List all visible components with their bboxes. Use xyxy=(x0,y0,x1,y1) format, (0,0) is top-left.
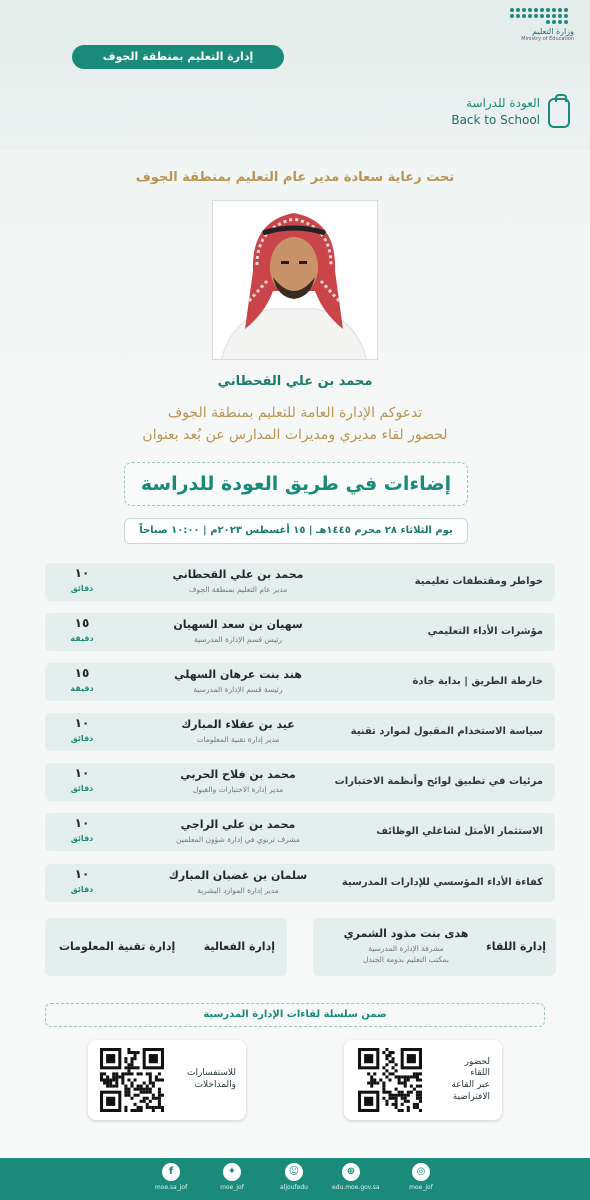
agenda-speaker: سلمان بن غضبان المبارك xyxy=(168,869,308,882)
event-management-label: إدارة الفعالية xyxy=(203,940,275,953)
snapchat-icon[interactable]: ☺ xyxy=(285,1163,303,1181)
logo-dot xyxy=(510,8,514,12)
logo-dot xyxy=(528,8,532,12)
twitter-icon[interactable]: ✦ xyxy=(223,1163,241,1181)
event-management-box xyxy=(45,918,287,976)
agenda-duration-unit: دقائق xyxy=(70,784,94,793)
logo-dot xyxy=(540,14,544,18)
logo-dot xyxy=(516,14,520,18)
logo-dot xyxy=(528,14,532,18)
logo-dot xyxy=(558,20,562,24)
agenda-topic: الاستثمار الأمثل لشاغلي الوظائف xyxy=(376,826,543,837)
agenda-row xyxy=(45,713,555,751)
snapchat-link[interactable] xyxy=(275,1163,313,1191)
meeting-manager-name: هدى بنت مذود الشمري xyxy=(343,927,469,940)
school-bag-icon xyxy=(548,98,570,128)
agenda-duration-unit: دقائق xyxy=(70,734,94,743)
social-handle: moe.sa_jof xyxy=(154,1184,188,1191)
ministry-logo-dots-icon xyxy=(508,8,568,24)
invitation-line-2: لحضور لقاء مديري ومديرات المدارس عن بُعد بعنوان xyxy=(142,427,448,443)
logo-dot xyxy=(552,14,556,18)
back-to-school-logo xyxy=(420,96,570,136)
agenda-speaker: محمد بن علي القحطاني xyxy=(172,568,304,581)
logo-dot xyxy=(522,8,526,12)
agenda-duration: ١٥ xyxy=(74,616,90,630)
series-banner: ضمن سلسلة لقاءات الإدارة المدرسية xyxy=(45,1003,545,1027)
logo-dot xyxy=(516,8,520,12)
instagram-link[interactable] xyxy=(402,1163,440,1191)
social-handle: moe_jof xyxy=(220,1184,244,1191)
agenda-duration: ١٠ xyxy=(74,816,90,830)
meeting-management-box xyxy=(313,918,556,976)
logo-dot xyxy=(534,8,538,12)
agenda-duration-unit: دقيقة xyxy=(70,634,94,643)
agenda-duration-unit: دقيقة xyxy=(70,684,94,693)
agenda-speaker-role: مدير إدارة الموارد البشرية xyxy=(197,886,279,895)
region-pill: إدارة التعليم بمنطقة الجوف xyxy=(72,45,284,69)
agenda-row xyxy=(45,763,555,801)
logo-dot xyxy=(534,14,538,18)
attend-text-line: لحضور xyxy=(464,1056,490,1067)
attend-qr-card[interactable] xyxy=(344,1040,502,1120)
patron-line: تحت رعاية سعادة مدير عام التعليم بمنطقة الجوف xyxy=(135,170,455,185)
inquiry-text-line: والمداخلات xyxy=(194,1080,236,1090)
agenda-speaker-role: مدير إدارة تقنية المعلومات xyxy=(196,735,280,744)
logo-dot xyxy=(558,8,562,12)
agenda-speaker: سهيان بن سعد السهيان xyxy=(173,618,303,631)
social-handle: moe_jof xyxy=(409,1184,433,1191)
agenda-duration: ١٥ xyxy=(74,666,90,680)
meeting-manager-office: بمكتب التعليم بدومة الجندل xyxy=(363,955,449,964)
agenda-topic: مرئيات في تطبيق لوائح وأنظمة الاختبارات xyxy=(334,776,543,787)
logo-dot xyxy=(558,14,562,18)
web-link[interactable] xyxy=(332,1163,380,1191)
twitter-link[interactable] xyxy=(213,1163,251,1191)
ministry-name-en: Ministry of Education xyxy=(521,36,574,42)
logo-dot xyxy=(564,14,568,18)
logo-dot xyxy=(522,14,526,18)
agenda-row xyxy=(45,563,555,601)
attend-text-line: عبر القاعة xyxy=(451,1080,490,1090)
agenda-speaker: هند بنت عرهان السهلي xyxy=(174,668,302,681)
facebook-link[interactable] xyxy=(152,1163,190,1191)
inquiry-qr-text xyxy=(187,1040,236,1120)
event-title: إضاءات في طريق العودة للدراسة xyxy=(124,462,468,506)
inquiry-qr-card[interactable] xyxy=(88,1040,246,1120)
meeting-management-label: إدارة اللقاء xyxy=(486,940,546,953)
agenda-speaker-role: رئيس قسم الإدارة المدرسية xyxy=(193,635,283,644)
agenda-speaker-role: مدير إدارة الاختبارات والقبول xyxy=(192,785,284,794)
agenda-duration: ١٠ xyxy=(74,766,90,780)
agenda-speaker: محمد بن فلاح الحربي xyxy=(180,768,296,781)
agenda-topic: خارطة الطريق | بداية جادة xyxy=(412,676,543,687)
event-management-dept: إدارة تقنية المعلومات xyxy=(59,940,176,953)
inquiry-text-line: للاستفسارات xyxy=(186,1068,236,1079)
agenda-topic: خواطر ومقتطفات تعليمية xyxy=(414,576,543,587)
back-to-school-ar: العودة للدراسة xyxy=(466,96,540,110)
back-to-school-en: Back to School xyxy=(451,113,540,127)
agenda-speaker: محمد بن علي الراجي xyxy=(180,818,296,831)
logo-dot xyxy=(540,8,544,12)
patron-name: محمد بن علي القحطاني xyxy=(217,374,373,389)
instagram-icon[interactable]: ◎ xyxy=(412,1163,430,1181)
agenda-duration-unit: دقائق xyxy=(70,584,94,593)
logo-dot xyxy=(546,14,550,18)
agenda-speaker-role: رئيسة قسم الإدارة المدرسية xyxy=(193,685,283,694)
logo-dot xyxy=(552,20,556,24)
ministry-name-ar: وزارة التعليم xyxy=(532,27,574,36)
logo-dot xyxy=(564,8,568,12)
web-icon[interactable]: ⊕ xyxy=(342,1163,360,1181)
agenda-row xyxy=(45,663,555,701)
agenda-row xyxy=(45,813,555,851)
agenda-duration: ١٠ xyxy=(74,867,90,881)
agenda-speaker-role: مشرف تربوي في إدارة شؤون المعلمين xyxy=(176,835,300,844)
agenda-row xyxy=(45,613,555,651)
ministry-logo xyxy=(508,8,574,46)
logo-dot xyxy=(510,14,514,18)
agenda-topic: سياسة الاستخدام المقبول لموارد تقنية xyxy=(350,726,543,737)
agenda-duration-unit: دقائق xyxy=(70,885,94,894)
attend-qr-text xyxy=(451,1040,490,1120)
agenda-duration: ١٠ xyxy=(74,716,90,730)
attend-qr-code-icon[interactable] xyxy=(358,1048,422,1112)
inquiry-qr-code-icon[interactable] xyxy=(100,1048,164,1112)
invitation-line-1: تدعوكم الإدارة العامة للتعليم بمنطقة الجوف xyxy=(167,405,423,421)
social-handle: aljoufedu xyxy=(280,1184,308,1191)
logo-dot xyxy=(564,20,568,24)
logo-dot xyxy=(546,20,550,24)
agenda-duration-unit: دقائق xyxy=(70,834,94,843)
agenda-speaker: عيد بن عقلاء المبارك xyxy=(181,718,295,731)
attend-text-line: الافتراضية xyxy=(452,1091,490,1102)
meeting-manager-role: مشرفة الإدارة المدرسية xyxy=(368,944,444,953)
agenda-topic: كفاءة الأداء المؤسسي للإدارات المدرسية xyxy=(341,877,543,888)
logo-dot xyxy=(552,8,556,12)
patron-portrait-image xyxy=(212,201,377,360)
logo-dot xyxy=(546,8,550,12)
agenda-row xyxy=(45,864,555,902)
agenda-speaker-role: مدير عام التعليم بمنطقة الجوف xyxy=(188,585,288,594)
event-datetime: يوم الثلاثاء ٢٨ محرم ١٤٤٥هـ | ١٥ أغسطس ٢٠٢٣م | ١٠:٠٠ صباحاً xyxy=(124,518,468,544)
attend-text-line: اللقاء xyxy=(470,1068,490,1079)
agenda-topic: مؤشرات الأداء التعليمي xyxy=(427,626,543,637)
social-handle: edu.moe.gov.sa xyxy=(332,1184,380,1191)
facebook-icon[interactable]: f xyxy=(162,1163,180,1181)
patron-photo xyxy=(212,200,378,360)
agenda-duration: ١٠ xyxy=(74,566,90,580)
